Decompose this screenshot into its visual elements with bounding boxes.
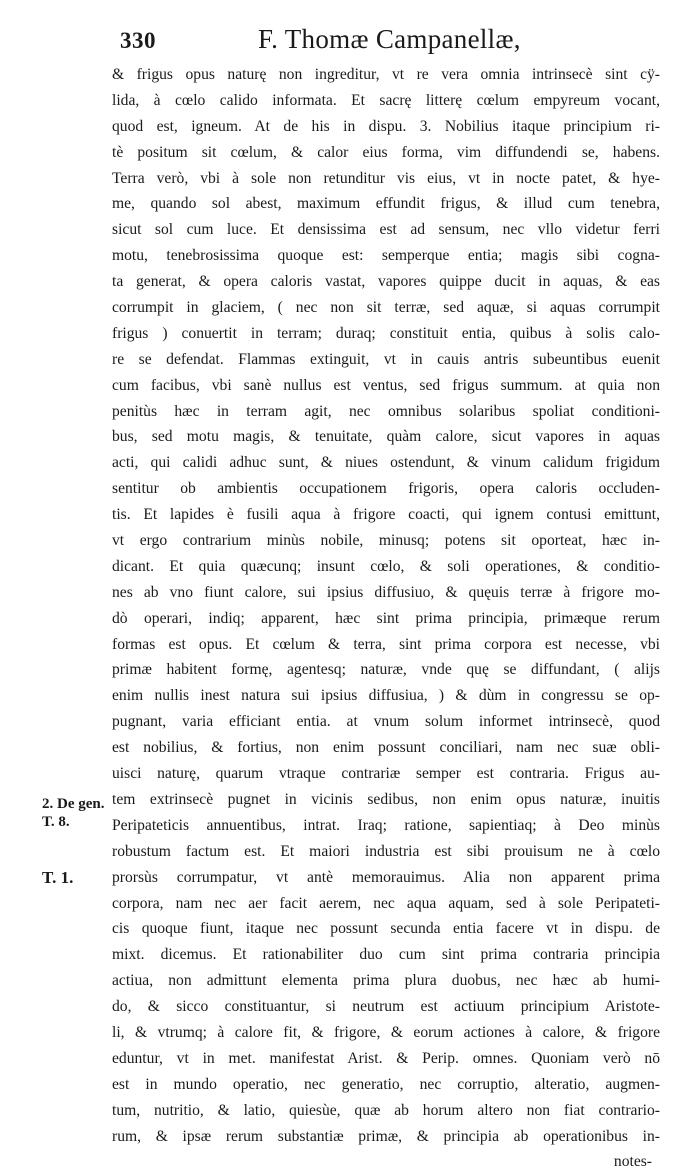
- text-line: Terra verò, vbi à sole non retunditur vis eius, vt in nocte patet, & hye-: [112, 169, 660, 187]
- text-line: sicut sol cum luce. Et densissima est ad sensum, nec vllo videtur ferri: [112, 221, 660, 239]
- text-line: re se defendat. Flammas extinguit, vt in cauis antris subeuntibus euenit: [112, 350, 660, 368]
- text-line: actiua, non admittunt elementa prima plura duobus, nec hæc ab humi-: [112, 972, 660, 990]
- text-line: motu, tenebrosissima quoque est: semperque entia; magis sibi cogna-: [112, 247, 660, 265]
- text-line: corrumpit in glaciem, ( nec non sit terræ, sed aquæ, si aquas corrumpit: [112, 299, 660, 317]
- text-line: tè positum sit cœlum, & calor eius forma, vim diffundendi se, habens.: [112, 143, 660, 161]
- text-line: ta generat, & opera caloris vastat, vapores quippe ducit in aquas, & eas: [112, 273, 660, 291]
- text-line: bus, sed motu magis, & tenuitate, quàm calore, sicut vapores in aquas: [112, 428, 660, 446]
- text-line: est in mundo operatio, nec generatio, nec corruptio, alteratio, augmen-: [112, 1075, 660, 1093]
- text-line: Peripateticis annuentibus, intrat. Iraq; ratione, sapientiaq; à Deo minùs: [112, 816, 660, 834]
- text-line: acti, qui calidi adhuc sunt, & niues ostendunt, & vinum calidum frigidum: [112, 454, 660, 472]
- text-line: eduntur, vt in met. manifestat Arist. & Perip. omnes. Quoniam verò nō: [112, 1049, 660, 1067]
- text-line: do, & sicco constituantur, si neutrum est actiuum principium Aristote-: [112, 998, 660, 1016]
- text-line: pugnant, varia efficiant entia. at vnum solum informet intrinsecè, quod: [112, 713, 660, 731]
- page-number: 330: [120, 28, 156, 53]
- margin-note-text-1: T. 1.: [42, 868, 74, 887]
- text-line: rum, & ipsæ rerum substantiæ primæ, & principia ab operationibus in-: [112, 1127, 660, 1145]
- catchword: notes-: [613, 1153, 652, 1171]
- text-line: tis. Et lapides è fusili aqua à frigore coacti, qui ignem contusi emittunt,: [112, 506, 660, 524]
- text-line: dò operari, indiq; apparent, hæc sint prima principia, primæque rerum: [112, 609, 660, 627]
- body-text: [112, 62, 660, 1175]
- text-line: mixt. dicemus. Et rationabiliter duo cum sint prima contraria principia: [112, 946, 660, 964]
- text-line: quod est, igneum. At de his in dispu. 3. Nobilius itaque principium ri-: [112, 117, 660, 135]
- running-head: F. Thomæ Campanellæ,: [258, 24, 521, 54]
- text-line: dicant. Et quia quæcunq; insunt cœlo, & soli operationes, & conditio-: [112, 557, 660, 575]
- text-line: & frigus opus naturę non ingreditur, vt re vera omnia intrinsecè sint cÿ-: [112, 66, 660, 83]
- text-line: li, & vtrumq; à calore fit, & frigore, & eorum actiones à calore, & frigore: [112, 1023, 660, 1041]
- text-line: robustum factum est. Et maiori industria est sibi prouisum ne à cœlo: [112, 842, 660, 860]
- text-line: cis quoque fiunt, itaque nec possunt secunda entia facere vt in dispu. de: [112, 920, 660, 938]
- text-line: prorsùs corrumpatur, vt antè memorauimus. Alia non apparent prima: [112, 868, 660, 886]
- text-line: formas est opus. Et cœlum & terra, sint prima corpora est necesse, vbi: [112, 635, 660, 653]
- text-line: sentitur ob ambientis occupationem frigoris, opera caloris occluden-: [112, 480, 660, 498]
- text-line: me, quando sol abest, maximum effundit frigus, & illud cum tenebra,: [112, 195, 660, 213]
- text-line: frigus ) conuertit in terram; duraq; constituit entia, quibus à solis calo-: [112, 324, 660, 342]
- text-line: corpora, nam nec aer facit aerem, nec aqua aquam, sed à sole Peripateti-: [112, 894, 660, 912]
- text-line: vt ergo contrarium minùs nobile, minusq; potens sit oporteat, hæc in-: [112, 532, 660, 550]
- text-line: tum, nutritio, & latio, quiesùe, quæ ab horum altero non fiat contrario-: [112, 1101, 660, 1119]
- text-line: penitùs hæc in terram agit, nec omnibus solaribus spoliat conditioni-: [112, 402, 660, 420]
- text-line: cum facibus, vbi sanè nullus est ventus, sed frigus summum. at quia non: [112, 376, 660, 394]
- text-line: est nobilius, & fortius, non enim possunt conciliari, nam nec suæ obli-: [112, 739, 660, 757]
- text-line: enim nullis inest natura sui ipsius diffusiua, ) & dùm in congressu se op-: [112, 687, 660, 705]
- margin-note-text-8: T. 8.: [42, 814, 70, 830]
- text-line: uisci naturę, quarum vtraque contrariæ semper est contraria. Frigus au-: [112, 765, 660, 783]
- text-line: lida, à cœlo calido informata. Et sacrę litterę cœlum empyreum vocant,: [112, 91, 660, 109]
- text-line: tem extrinsecè pugnet in vicinis sedibus, non enim opus naturæ, inuitis: [112, 790, 660, 808]
- text-line: primæ habitent formę, agentesq; naturæ, vnde quę se diffundant, ( alijs: [112, 661, 660, 679]
- text-line: nes ab vno fiunt calore, sui ipsius diffusiuo, & quęuis terræ à frigore mo-: [112, 583, 660, 601]
- margin-note-de-gen: 2. De gen.: [42, 796, 105, 812]
